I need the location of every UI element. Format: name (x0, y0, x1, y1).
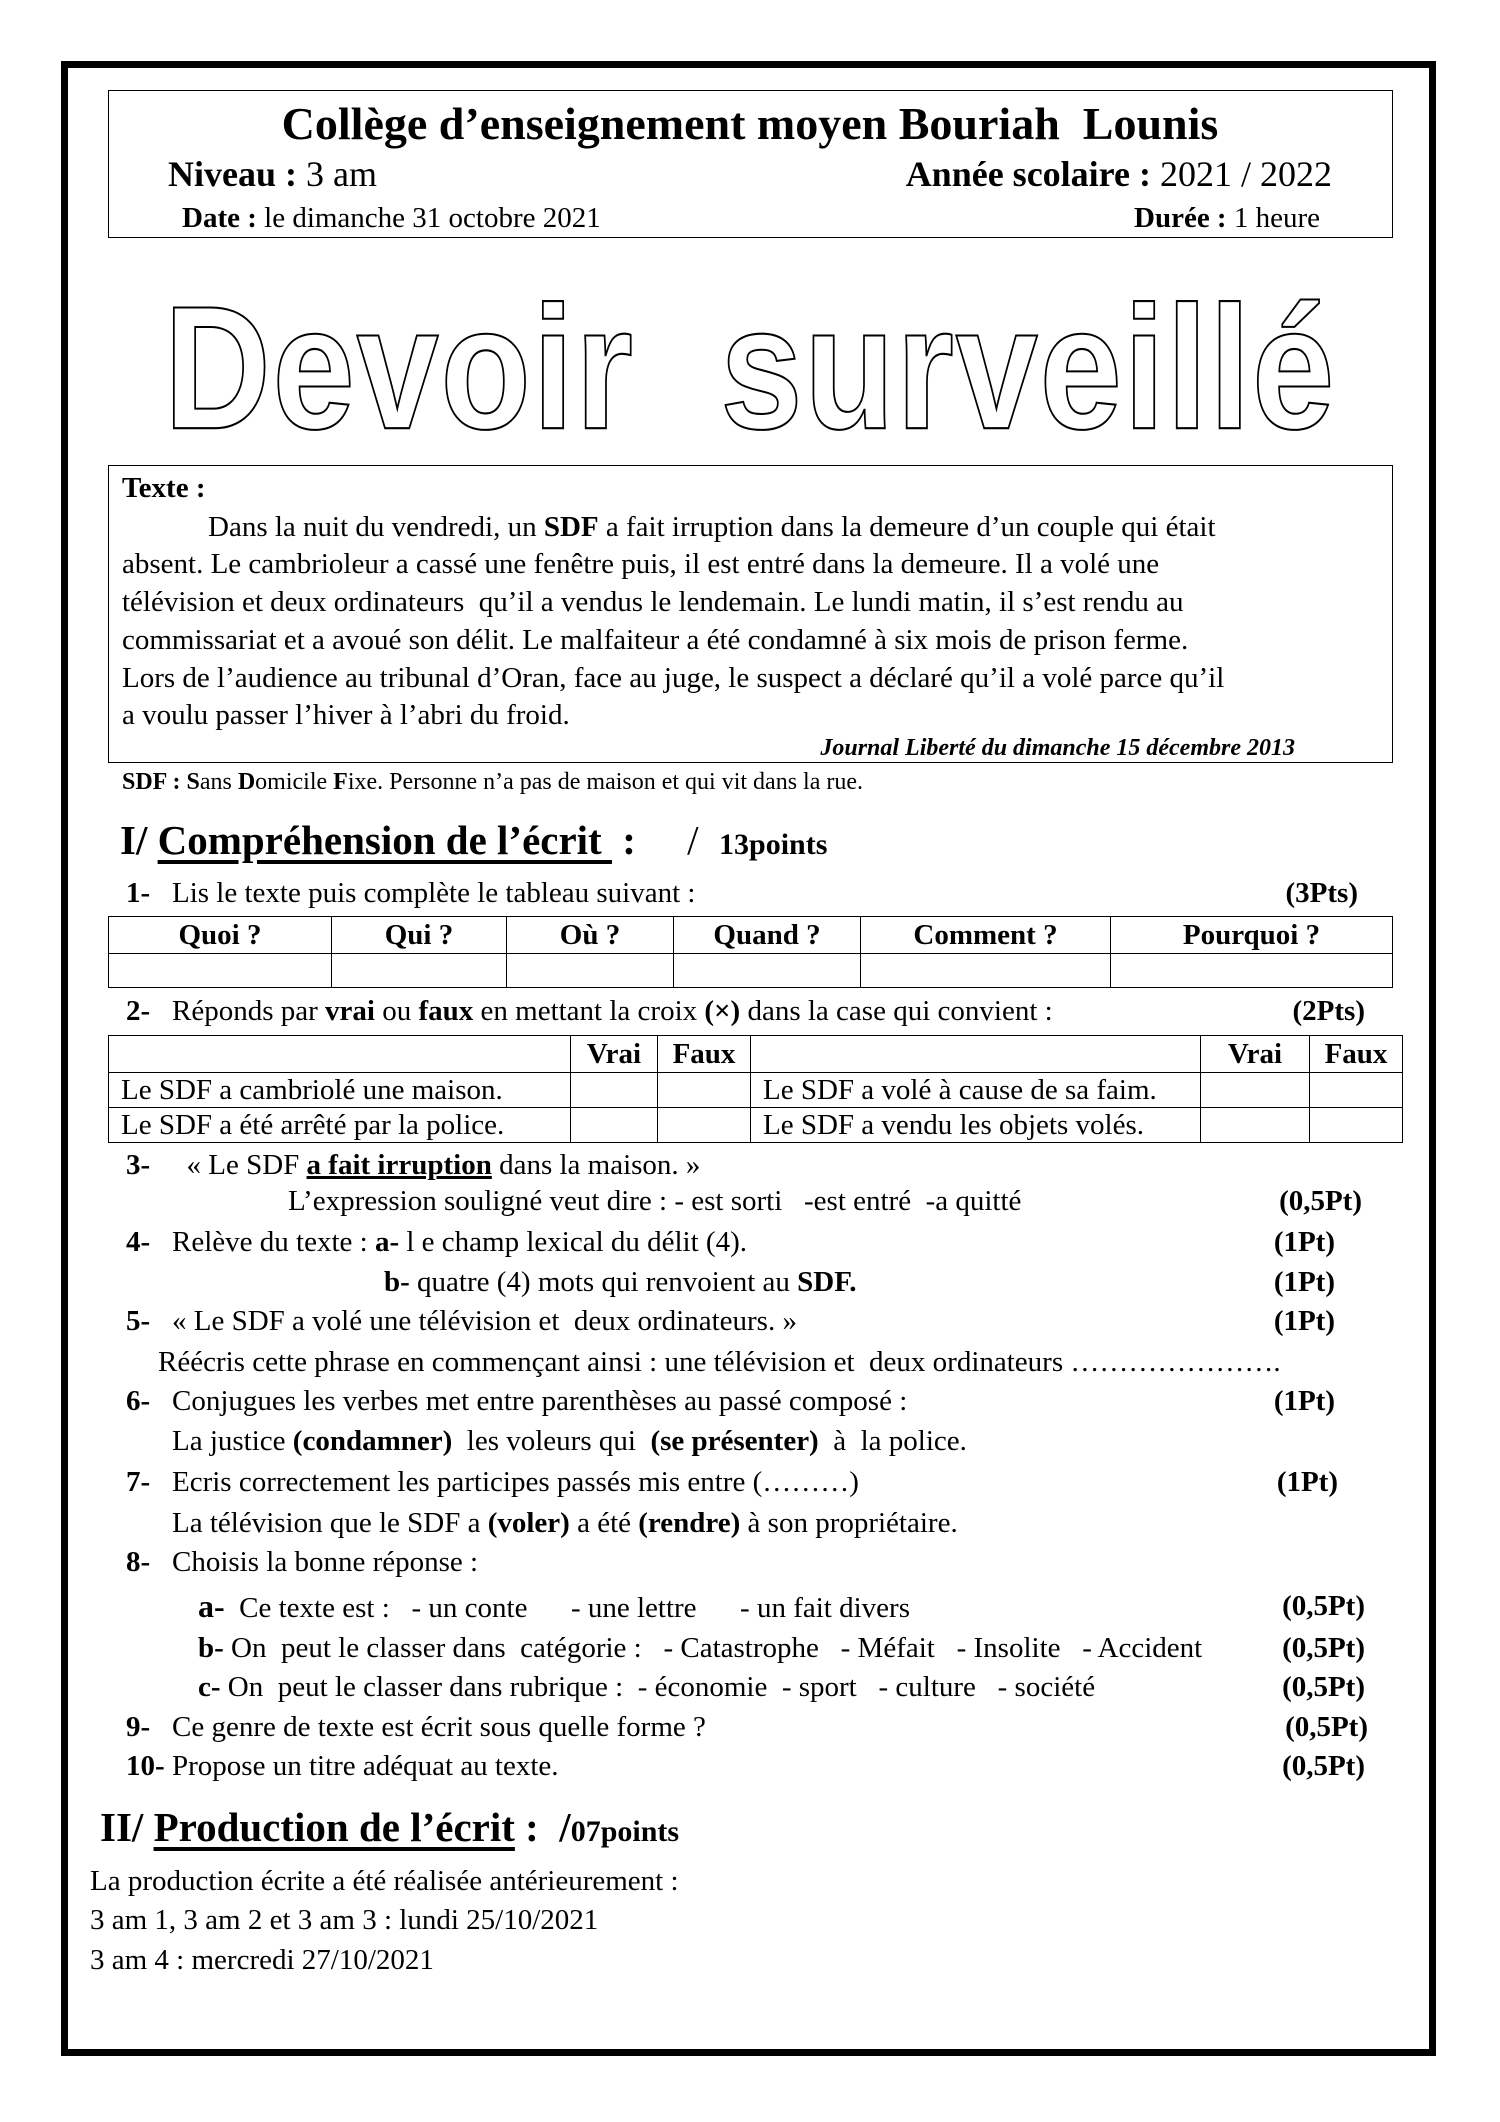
text-line: télévision et deux ordinateurs qu’il a vendus le lendemain. Le lundi matin, il s’est rendu au (122, 586, 1184, 618)
question-number: 10- (126, 1750, 165, 1782)
question-7-sub (172, 1505, 958, 1541)
school-name: Collège d’enseignement moyen Bouriah Lounis (281, 98, 1219, 149)
vrai-header: Vrai (571, 1036, 658, 1073)
question-text: Ce genre de texte est écrit sous quelle forme ? (172, 1711, 706, 1743)
text-line: commissariat et a avoué son délit. Le malfaiteur a été condamné à six mois de prison ferme. (122, 624, 1189, 656)
question-number: 8- (126, 1546, 151, 1578)
question-points: (1Pt) (1273, 1305, 1335, 1337)
table-header: Qui ? (332, 917, 507, 954)
page-title: Devoir surveillé (163, 270, 1337, 466)
vrai-header: Vrai (1201, 1036, 1310, 1073)
question-8b (198, 1630, 1202, 1666)
question-text: les voleurs qui (452, 1425, 651, 1457)
question-points: (0,5Pt) (1285, 1711, 1368, 1743)
vrai-faux-table (108, 1035, 1403, 1143)
question-text: dans la maison. » (491, 1149, 701, 1181)
question-number: 1- (126, 877, 151, 909)
section-prefix: I/ (120, 817, 158, 863)
question-text-bold: faux (418, 995, 474, 1027)
question-text: ou (374, 995, 419, 1027)
question-text: Choisis la bonne réponse : (172, 1546, 479, 1578)
text-segment: a fait irruption dans la demeure d’un couple qui était (598, 511, 1216, 543)
section-prefix: II/ (100, 1804, 154, 1850)
question-1 (126, 875, 695, 911)
text-line: a voulu passer l’hiver à l’abri du froid. (122, 699, 570, 731)
statement: Le SDF a cambriolé une maison. (109, 1073, 571, 1108)
question-number: 5- (126, 1305, 151, 1337)
answer-cell[interactable] (861, 954, 1111, 988)
section-points: 13points (719, 828, 828, 861)
question-text-bold: (condamner) (292, 1425, 453, 1457)
section-points: 07points (570, 1815, 680, 1848)
option-label: c- (198, 1671, 221, 1703)
question-text: Lis le texte puis complète le tableau suivant : (172, 877, 696, 909)
question-points: (3Pts) (1285, 877, 1358, 909)
question-text: La justice (172, 1425, 293, 1457)
text-segment-bold: SDF (543, 511, 599, 543)
text-source: Journal Liberté du dimanche 15 décembre 2013 (820, 735, 1295, 761)
checkbox-cell[interactable] (1201, 1073, 1310, 1108)
note-segment: D (237, 769, 256, 795)
date-value: le dimanche 31 octobre 2021 (256, 202, 601, 234)
checkbox-cell[interactable] (658, 1108, 751, 1143)
section-colon: : / (514, 1804, 571, 1850)
question-6-sub (172, 1423, 967, 1459)
question-8 (126, 1544, 478, 1580)
annee-value: 2021 / 2022 (1150, 154, 1332, 194)
question-10 (126, 1748, 559, 1784)
text-line: Lors de l’audience au tribunal d’Oran, face au juge, le suspect a déclaré qu’il a volé parce qu’il (122, 662, 1225, 694)
niveau-value: 3 am (297, 154, 377, 194)
text-label: Texte : (122, 472, 206, 504)
question-text: dans la case qui convient : (740, 995, 1053, 1027)
checkbox-cell[interactable] (1310, 1073, 1403, 1108)
question-text-bold: (voler) (487, 1507, 570, 1539)
table-header: Où ? (507, 917, 674, 954)
table-header: Comment ? (861, 917, 1111, 954)
question-4 (126, 1224, 747, 1260)
question-text: en mettant la croix (473, 995, 705, 1027)
question-5-sub: Réécris cette phrase en commençant ainsi : une télévision et deux ordinateurs …………………. (158, 1346, 1281, 1378)
question-number: 2- (126, 995, 151, 1027)
question-text: La télévision que le SDF a (172, 1507, 488, 1539)
question-points: (0,5Pt) (1279, 1185, 1362, 1217)
statement: Le SDF a volé à cause de sa faim. (751, 1073, 1201, 1108)
section-colon: : (611, 817, 636, 863)
question-number: 7- (126, 1466, 151, 1498)
note-segment: omicile (255, 769, 334, 795)
note-segment: ans (199, 769, 238, 795)
question-number: 9- (126, 1711, 151, 1743)
faux-header: Faux (1310, 1036, 1403, 1073)
checkbox-cell[interactable] (571, 1108, 658, 1143)
question-8a (198, 1588, 910, 1626)
option-label: b- (198, 1632, 224, 1664)
answer-cell[interactable] (674, 954, 861, 988)
text-line: absent. Le cambrioleur a cassé une fenêtre puis, il est entré dans la demeure. Il a volé une (122, 548, 1160, 580)
niveau (168, 153, 377, 195)
question-text: à son propriétaire. (740, 1507, 958, 1539)
statement: Le SDF a vendu les objets volés. (751, 1108, 1201, 1143)
question-text-bold: (×) (704, 995, 741, 1027)
question-text: Relève du texte : (172, 1226, 375, 1258)
question-text: l e champ lexical du délit (4). (399, 1226, 747, 1258)
blank-header (751, 1036, 1201, 1073)
sdf-note (122, 767, 863, 797)
question-7 (126, 1464, 859, 1500)
note-segment: ixe. Personne n’a pas de maison et qui vit dans la rue. (347, 769, 864, 795)
question-points: (0,5Pt) (1282, 1671, 1365, 1703)
annee-scolaire (906, 153, 1332, 195)
duree-label: Durée : (1134, 202, 1227, 234)
blank-header (109, 1036, 571, 1073)
date-label: Date : (182, 202, 257, 234)
checkbox-cell[interactable] (1201, 1108, 1310, 1143)
question-text-bold: a- (374, 1226, 400, 1258)
production-line: La production écrite a été réalisée antérieurement : (90, 1865, 679, 1897)
question-4b (384, 1264, 857, 1300)
note-segment: SDF : (122, 769, 187, 795)
text-line (208, 509, 1216, 545)
production-line: 3 am 1, 3 am 2 et 3 am 3 : lundi 25/10/2021 (90, 1904, 599, 1936)
question-points: (0,5Pt) (1282, 1590, 1365, 1622)
question-text: « Le SDF a volé une télévision et deux ordinateurs. » (172, 1305, 797, 1337)
date (182, 200, 601, 236)
section-title: Production de l’écrit (153, 1804, 515, 1850)
table-header: Pourquoi ? (1111, 917, 1393, 954)
question-3 (126, 1147, 700, 1183)
question-text: Réponds par (172, 995, 326, 1027)
checkbox-cell[interactable] (571, 1073, 658, 1108)
answer-cell[interactable] (109, 954, 332, 988)
question-number: 3- (126, 1149, 151, 1181)
table-header: Quoi ? (109, 917, 332, 954)
question-text: à la police. (818, 1425, 967, 1457)
question-number: 6- (126, 1385, 151, 1417)
table-header: Quand ? (674, 917, 861, 954)
faux-header: Faux (658, 1036, 751, 1073)
question-points: (0,5Pt) (1282, 1632, 1365, 1664)
question-text: quatre (4) mots qui renvoient au (409, 1266, 798, 1298)
question-text-bold: (se présenter) (650, 1425, 819, 1457)
question-text: « Le SDF (172, 1149, 307, 1181)
question-points: (1Pt) (1273, 1385, 1335, 1417)
question-text: Propose un titre adéquat au texte. (172, 1750, 559, 1782)
option-label: a- (198, 1588, 225, 1624)
question-5 (126, 1303, 797, 1339)
text-segment: Dans la nuit du vendredi, un (208, 511, 544, 543)
underlined-expression: a fait irruption (306, 1149, 492, 1181)
checkbox-cell[interactable] (658, 1073, 751, 1108)
question-text-bold: vrai (325, 995, 375, 1027)
question-text: a été (569, 1507, 639, 1539)
question-points: (1Pt) (1273, 1226, 1335, 1258)
answer-cell[interactable] (332, 954, 507, 988)
note-segment: F (333, 769, 348, 795)
question-points: (2Pts) (1292, 995, 1365, 1027)
niveau-label: Niveau : (168, 154, 297, 194)
question-points: (0,5Pt) (1282, 1750, 1365, 1782)
section-2-heading (100, 1803, 679, 1856)
question-text-bold: (rendre) (638, 1507, 741, 1539)
section-title: Compréhension de l’écrit (157, 817, 612, 863)
question-2 (126, 993, 1053, 1029)
production-line: 3 am 4 : mercredi 27/10/2021 (90, 1944, 434, 1976)
duree (1134, 200, 1320, 236)
answer-cell[interactable] (507, 954, 674, 988)
question-text-bold: SDF. (797, 1266, 857, 1298)
option-text: On peut le classer dans catégorie : - Catastrophe - Méfait - Insolite - Accident (223, 1632, 1203, 1664)
question-3-sub: L’expression souligné veut dire : - est sorti -est entré -a quitté (288, 1185, 1022, 1217)
option-text: Ce texte est : - un conte - une lettre - un fait divers (224, 1592, 910, 1624)
checkbox-cell[interactable] (1310, 1108, 1403, 1143)
question-8c (198, 1669, 1095, 1705)
question-text: Conjugues les verbes met entre parenthèses au passé composé : (172, 1385, 908, 1417)
question-points: (1Pt) (1273, 1266, 1335, 1298)
note-segment: S (186, 769, 200, 795)
option-text: On peut le classer dans rubrique : - économie - sport - culture - société (220, 1671, 1096, 1703)
duree-value: 1 heure (1226, 202, 1320, 234)
statement: Le SDF a été arrêté par la police. (109, 1108, 571, 1143)
question-number: 4- (126, 1226, 151, 1258)
annee-label: Année scolaire : (905, 154, 1151, 194)
section-1-heading (120, 816, 827, 869)
question-6 (126, 1383, 907, 1419)
question-9 (126, 1709, 706, 1745)
question-text: Ecris correctement les participes passés mis entre (………) (172, 1466, 859, 1498)
question-points: (1Pt) (1276, 1466, 1338, 1498)
section-slash: / (635, 817, 720, 863)
answer-cell[interactable] (1111, 954, 1393, 988)
comprehension-table (108, 916, 1393, 988)
question-text-bold: b- (384, 1266, 410, 1298)
